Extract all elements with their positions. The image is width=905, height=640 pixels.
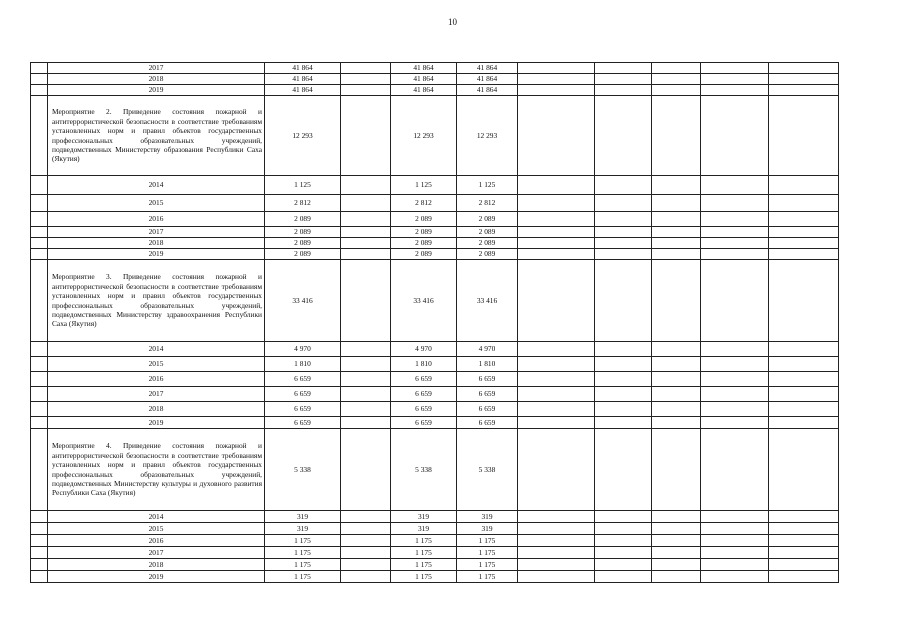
amount-republic-cell: 41 864 bbox=[391, 85, 457, 96]
empty-cell bbox=[652, 195, 701, 212]
amount-republic-cell: 1 810 bbox=[391, 357, 457, 372]
empty-cell bbox=[769, 559, 839, 571]
year-row bbox=[31, 357, 839, 372]
empty-cell bbox=[769, 260, 839, 342]
empty-cell bbox=[595, 212, 652, 227]
empty-cell bbox=[518, 571, 595, 583]
empty-cell bbox=[518, 523, 595, 535]
empty-cell bbox=[769, 372, 839, 387]
row-index-cell bbox=[31, 387, 48, 402]
row-index-cell bbox=[31, 212, 48, 227]
empty-cell bbox=[595, 429, 652, 511]
amount-total-cell: 2 089 bbox=[265, 212, 341, 227]
empty-cell bbox=[701, 535, 769, 547]
year-label: 2017 bbox=[48, 63, 265, 74]
amount-federal-cell bbox=[341, 227, 391, 238]
amount-republic-cell: 1 175 bbox=[391, 559, 457, 571]
year-row bbox=[31, 342, 839, 357]
year-row bbox=[31, 387, 839, 402]
amount-total-cell: 41 864 bbox=[265, 85, 341, 96]
empty-cell bbox=[769, 547, 839, 559]
empty-cell bbox=[595, 357, 652, 372]
empty-cell bbox=[518, 260, 595, 342]
amount-republic-cell: 4 970 bbox=[391, 342, 457, 357]
year-row bbox=[31, 176, 839, 195]
empty-cell bbox=[595, 96, 652, 176]
empty-cell bbox=[652, 74, 701, 85]
measure-total-row bbox=[31, 96, 839, 176]
measure-description: Мероприятие 4. Приведение состояния пожарной и антитеррористической безопасности в соответствие требованиям установленных норм и правил объектов государственных профессиональных образовательных учреждений, подведомственных Министерству культуры и духовного развития Республики Саха (Якутия) bbox=[48, 429, 265, 511]
amount-republic-cell: 2 812 bbox=[391, 195, 457, 212]
amount-federal-cell bbox=[341, 357, 391, 372]
measure-total-row bbox=[31, 260, 839, 342]
empty-cell bbox=[518, 387, 595, 402]
empty-cell bbox=[701, 96, 769, 176]
amount-federal-cell bbox=[341, 535, 391, 547]
amount-total-cell: 1 175 bbox=[265, 535, 341, 547]
empty-cell bbox=[518, 212, 595, 227]
empty-cell bbox=[701, 227, 769, 238]
empty-cell bbox=[595, 523, 652, 535]
empty-cell bbox=[769, 212, 839, 227]
empty-cell bbox=[652, 249, 701, 260]
empty-cell bbox=[595, 195, 652, 212]
empty-cell bbox=[701, 417, 769, 429]
year-label: 2017 bbox=[48, 227, 265, 238]
year-label: 2019 bbox=[48, 85, 265, 96]
year-row bbox=[31, 212, 839, 227]
empty-cell bbox=[595, 249, 652, 260]
amount-federal-cell bbox=[341, 387, 391, 402]
amount-total-cell: 1 175 bbox=[265, 571, 341, 583]
amount-federal-cell bbox=[341, 559, 391, 571]
amount-total-cell: 2 089 bbox=[265, 249, 341, 260]
year-row bbox=[31, 417, 839, 429]
empty-cell bbox=[769, 535, 839, 547]
empty-cell bbox=[701, 429, 769, 511]
empty-cell bbox=[701, 511, 769, 523]
amount-republic-budget-cell: 4 970 bbox=[457, 342, 518, 357]
empty-cell bbox=[518, 535, 595, 547]
year-label: 2016 bbox=[48, 372, 265, 387]
year-label: 2014 bbox=[48, 511, 265, 523]
empty-cell bbox=[518, 96, 595, 176]
row-index-cell bbox=[31, 195, 48, 212]
empty-cell bbox=[701, 249, 769, 260]
empty-cell bbox=[769, 342, 839, 357]
empty-cell bbox=[652, 559, 701, 571]
amount-republic-budget-cell: 6 659 bbox=[457, 372, 518, 387]
empty-cell bbox=[701, 85, 769, 96]
empty-cell bbox=[701, 523, 769, 535]
empty-cell bbox=[652, 176, 701, 195]
year-row bbox=[31, 402, 839, 417]
empty-cell bbox=[652, 571, 701, 583]
amount-republic-budget-cell: 2 089 bbox=[457, 249, 518, 260]
empty-cell bbox=[701, 238, 769, 249]
empty-cell bbox=[518, 342, 595, 357]
empty-cell bbox=[701, 357, 769, 372]
year-label: 2018 bbox=[48, 238, 265, 249]
empty-cell bbox=[595, 535, 652, 547]
empty-cell bbox=[769, 249, 839, 260]
empty-cell bbox=[518, 227, 595, 238]
empty-cell bbox=[701, 571, 769, 583]
year-row bbox=[31, 571, 839, 583]
year-label: 2014 bbox=[48, 342, 265, 357]
empty-cell bbox=[652, 260, 701, 342]
amount-republic-cell: 33 416 bbox=[391, 260, 457, 342]
amount-federal-cell bbox=[341, 96, 391, 176]
amount-republic-budget-cell: 319 bbox=[457, 511, 518, 523]
amount-republic-cell: 1 125 bbox=[391, 176, 457, 195]
amount-republic-cell: 12 293 bbox=[391, 96, 457, 176]
empty-cell bbox=[518, 195, 595, 212]
amount-total-cell: 1 175 bbox=[265, 559, 341, 571]
empty-cell bbox=[701, 342, 769, 357]
amount-republic-budget-cell: 41 864 bbox=[457, 85, 518, 96]
empty-cell bbox=[518, 429, 595, 511]
empty-cell bbox=[701, 547, 769, 559]
amount-republic-cell: 2 089 bbox=[391, 227, 457, 238]
amount-republic-cell: 319 bbox=[391, 511, 457, 523]
row-index-cell bbox=[31, 63, 48, 74]
amount-federal-cell bbox=[341, 372, 391, 387]
amount-total-cell: 12 293 bbox=[265, 96, 341, 176]
empty-cell bbox=[652, 387, 701, 402]
amount-federal-cell bbox=[341, 547, 391, 559]
amount-republic-cell: 6 659 bbox=[391, 372, 457, 387]
row-index-cell bbox=[31, 260, 48, 342]
empty-cell bbox=[701, 372, 769, 387]
empty-cell bbox=[652, 417, 701, 429]
empty-cell bbox=[652, 547, 701, 559]
year-row bbox=[31, 559, 839, 571]
amount-federal-cell bbox=[341, 85, 391, 96]
empty-cell bbox=[595, 547, 652, 559]
amount-republic-budget-cell: 1 175 bbox=[457, 571, 518, 583]
budget-table bbox=[30, 62, 839, 583]
year-row bbox=[31, 74, 839, 85]
year-row bbox=[31, 227, 839, 238]
empty-cell bbox=[769, 176, 839, 195]
amount-republic-cell: 41 864 bbox=[391, 74, 457, 85]
amount-total-cell: 6 659 bbox=[265, 372, 341, 387]
row-index-cell bbox=[31, 74, 48, 85]
amount-federal-cell bbox=[341, 63, 391, 74]
empty-cell bbox=[652, 96, 701, 176]
empty-cell bbox=[769, 85, 839, 96]
amount-republic-budget-cell: 319 bbox=[457, 523, 518, 535]
empty-cell bbox=[595, 342, 652, 357]
year-row bbox=[31, 511, 839, 523]
amount-total-cell: 319 bbox=[265, 523, 341, 535]
row-index-cell bbox=[31, 535, 48, 547]
empty-cell bbox=[701, 402, 769, 417]
empty-cell bbox=[595, 511, 652, 523]
amount-federal-cell bbox=[341, 260, 391, 342]
amount-republic-cell: 319 bbox=[391, 523, 457, 535]
amount-federal-cell bbox=[341, 74, 391, 85]
empty-cell bbox=[518, 238, 595, 249]
amount-republic-budget-cell: 1 125 bbox=[457, 176, 518, 195]
amount-republic-budget-cell: 1 175 bbox=[457, 547, 518, 559]
amount-total-cell: 1 175 bbox=[265, 547, 341, 559]
amount-republic-cell: 6 659 bbox=[391, 402, 457, 417]
year-label: 2017 bbox=[48, 547, 265, 559]
row-index-cell bbox=[31, 402, 48, 417]
amount-republic-budget-cell: 5 338 bbox=[457, 429, 518, 511]
empty-cell bbox=[701, 387, 769, 402]
empty-cell bbox=[769, 63, 839, 74]
year-row bbox=[31, 85, 839, 96]
empty-cell bbox=[595, 85, 652, 96]
empty-cell bbox=[769, 238, 839, 249]
amount-republic-budget-cell: 6 659 bbox=[457, 387, 518, 402]
empty-cell bbox=[769, 227, 839, 238]
amount-republic-cell: 1 175 bbox=[391, 547, 457, 559]
empty-cell bbox=[701, 260, 769, 342]
row-index-cell bbox=[31, 249, 48, 260]
row-index-cell bbox=[31, 227, 48, 238]
amount-republic-budget-cell: 12 293 bbox=[457, 96, 518, 176]
amount-federal-cell bbox=[341, 511, 391, 523]
amount-federal-cell bbox=[341, 176, 391, 195]
empty-cell bbox=[769, 429, 839, 511]
amount-republic-cell: 2 089 bbox=[391, 238, 457, 249]
empty-cell bbox=[652, 212, 701, 227]
amount-total-cell: 41 864 bbox=[265, 74, 341, 85]
amount-republic-budget-cell: 1 175 bbox=[457, 559, 518, 571]
year-label: 2019 bbox=[48, 249, 265, 260]
amount-republic-budget-cell: 6 659 bbox=[457, 417, 518, 429]
amount-federal-cell bbox=[341, 417, 391, 429]
empty-cell bbox=[595, 260, 652, 342]
empty-cell bbox=[652, 238, 701, 249]
amount-total-cell: 319 bbox=[265, 511, 341, 523]
amount-federal-cell bbox=[341, 249, 391, 260]
amount-federal-cell bbox=[341, 195, 391, 212]
amount-federal-cell bbox=[341, 402, 391, 417]
amount-federal-cell bbox=[341, 429, 391, 511]
amount-republic-budget-cell: 41 864 bbox=[457, 74, 518, 85]
empty-cell bbox=[595, 227, 652, 238]
empty-cell bbox=[595, 402, 652, 417]
year-row bbox=[31, 249, 839, 260]
empty-cell bbox=[652, 85, 701, 96]
amount-total-cell: 1 125 bbox=[265, 176, 341, 195]
empty-cell bbox=[769, 402, 839, 417]
amount-republic-budget-cell: 2 089 bbox=[457, 238, 518, 249]
empty-cell bbox=[518, 176, 595, 195]
amount-republic-cell: 2 089 bbox=[391, 212, 457, 227]
year-label: 2019 bbox=[48, 571, 265, 583]
empty-cell bbox=[652, 342, 701, 357]
year-row bbox=[31, 535, 839, 547]
row-index-cell bbox=[31, 571, 48, 583]
row-index-cell bbox=[31, 357, 48, 372]
year-label: 2016 bbox=[48, 212, 265, 227]
year-label: 2015 bbox=[48, 523, 265, 535]
empty-cell bbox=[595, 559, 652, 571]
amount-total-cell: 5 338 bbox=[265, 429, 341, 511]
amount-republic-budget-cell: 1 175 bbox=[457, 535, 518, 547]
amount-republic-budget-cell: 6 659 bbox=[457, 402, 518, 417]
year-label: 2018 bbox=[48, 559, 265, 571]
empty-cell bbox=[595, 176, 652, 195]
empty-cell bbox=[701, 63, 769, 74]
amount-total-cell: 33 416 bbox=[265, 260, 341, 342]
amount-federal-cell bbox=[341, 238, 391, 249]
empty-cell bbox=[595, 74, 652, 85]
empty-cell bbox=[652, 227, 701, 238]
year-row bbox=[31, 523, 839, 535]
amount-federal-cell bbox=[341, 571, 391, 583]
empty-cell bbox=[518, 249, 595, 260]
year-label: 2018 bbox=[48, 74, 265, 85]
empty-cell bbox=[518, 402, 595, 417]
row-index-cell bbox=[31, 372, 48, 387]
amount-republic-budget-cell: 33 416 bbox=[457, 260, 518, 342]
row-index-cell bbox=[31, 417, 48, 429]
empty-cell bbox=[769, 511, 839, 523]
year-label: 2017 bbox=[48, 387, 265, 402]
empty-cell bbox=[769, 74, 839, 85]
amount-federal-cell bbox=[341, 342, 391, 357]
empty-cell bbox=[652, 511, 701, 523]
year-label: 2014 bbox=[48, 176, 265, 195]
measure-total-row bbox=[31, 429, 839, 511]
empty-cell bbox=[769, 357, 839, 372]
empty-cell bbox=[701, 559, 769, 571]
measure-description: Мероприятие 2. Приведение состояния пожарной и антитеррористической безопасности в соответствие требованиям установленных норм и правил объектов государственных профессиональных образовательных учреждений, подведомственных Министерству образования Республики Саха (Якутия) bbox=[48, 96, 265, 176]
amount-total-cell: 4 970 bbox=[265, 342, 341, 357]
year-label: 2015 bbox=[48, 357, 265, 372]
empty-cell bbox=[518, 85, 595, 96]
year-label: 2016 bbox=[48, 535, 265, 547]
amount-total-cell: 6 659 bbox=[265, 417, 341, 429]
empty-cell bbox=[595, 417, 652, 429]
row-index-cell bbox=[31, 523, 48, 535]
amount-republic-budget-cell: 2 089 bbox=[457, 227, 518, 238]
empty-cell bbox=[518, 74, 595, 85]
amount-total-cell: 6 659 bbox=[265, 387, 341, 402]
amount-republic-budget-cell: 2 089 bbox=[457, 212, 518, 227]
year-label: 2019 bbox=[48, 417, 265, 429]
amount-republic-cell: 6 659 bbox=[391, 387, 457, 402]
row-index-cell bbox=[31, 429, 48, 511]
year-row bbox=[31, 238, 839, 249]
empty-cell bbox=[769, 96, 839, 176]
empty-cell bbox=[595, 571, 652, 583]
empty-cell bbox=[652, 63, 701, 74]
empty-cell bbox=[769, 417, 839, 429]
empty-cell bbox=[518, 63, 595, 74]
amount-republic-cell: 6 659 bbox=[391, 417, 457, 429]
year-row bbox=[31, 547, 839, 559]
year-row bbox=[31, 372, 839, 387]
year-row bbox=[31, 63, 839, 74]
empty-cell bbox=[769, 195, 839, 212]
amount-total-cell: 1 810 bbox=[265, 357, 341, 372]
empty-cell bbox=[769, 523, 839, 535]
empty-cell bbox=[595, 387, 652, 402]
empty-cell bbox=[701, 74, 769, 85]
amount-total-cell: 41 864 bbox=[265, 63, 341, 74]
row-index-cell bbox=[31, 511, 48, 523]
empty-cell bbox=[769, 387, 839, 402]
row-index-cell bbox=[31, 342, 48, 357]
row-index-cell bbox=[31, 547, 48, 559]
year-row bbox=[31, 195, 839, 212]
amount-republic-cell: 41 864 bbox=[391, 63, 457, 74]
measure-description: Мероприятие 3. Приведение состояния пожарной и антитеррористической безопасности в соответствие требованиям установленных норм и правил объектов государственных профессиональных образовательных учреждений, подведомственных Министерству здравоохранения Республики Саха (Якутия) bbox=[48, 260, 265, 342]
empty-cell bbox=[701, 176, 769, 195]
amount-total-cell: 2 812 bbox=[265, 195, 341, 212]
empty-cell bbox=[701, 195, 769, 212]
empty-cell bbox=[518, 559, 595, 571]
empty-cell bbox=[652, 429, 701, 511]
empty-cell bbox=[652, 357, 701, 372]
empty-cell bbox=[595, 63, 652, 74]
row-index-cell bbox=[31, 96, 48, 176]
amount-republic-budget-cell: 41 864 bbox=[457, 63, 518, 74]
amount-total-cell: 2 089 bbox=[265, 227, 341, 238]
row-index-cell bbox=[31, 559, 48, 571]
empty-cell bbox=[701, 212, 769, 227]
amount-republic-cell: 5 338 bbox=[391, 429, 457, 511]
row-index-cell bbox=[31, 176, 48, 195]
empty-cell bbox=[595, 372, 652, 387]
empty-cell bbox=[652, 372, 701, 387]
amount-federal-cell bbox=[341, 212, 391, 227]
row-index-cell bbox=[31, 85, 48, 96]
amount-republic-cell: 1 175 bbox=[391, 535, 457, 547]
empty-cell bbox=[518, 417, 595, 429]
year-label: 2015 bbox=[48, 195, 265, 212]
row-index-cell bbox=[31, 238, 48, 249]
page-number: 10 bbox=[448, 17, 457, 27]
amount-republic-budget-cell: 1 810 bbox=[457, 357, 518, 372]
empty-cell bbox=[652, 523, 701, 535]
amount-federal-cell bbox=[341, 523, 391, 535]
empty-cell bbox=[769, 571, 839, 583]
empty-cell bbox=[518, 547, 595, 559]
amount-republic-cell: 1 175 bbox=[391, 571, 457, 583]
amount-total-cell: 6 659 bbox=[265, 402, 341, 417]
year-label: 2018 bbox=[48, 402, 265, 417]
amount-republic-budget-cell: 2 812 bbox=[457, 195, 518, 212]
empty-cell bbox=[652, 402, 701, 417]
empty-cell bbox=[595, 238, 652, 249]
empty-cell bbox=[518, 511, 595, 523]
amount-total-cell: 2 089 bbox=[265, 238, 341, 249]
empty-cell bbox=[652, 535, 701, 547]
empty-cell bbox=[518, 372, 595, 387]
empty-cell bbox=[518, 357, 595, 372]
table-body bbox=[31, 63, 839, 583]
amount-republic-cell: 2 089 bbox=[391, 249, 457, 260]
